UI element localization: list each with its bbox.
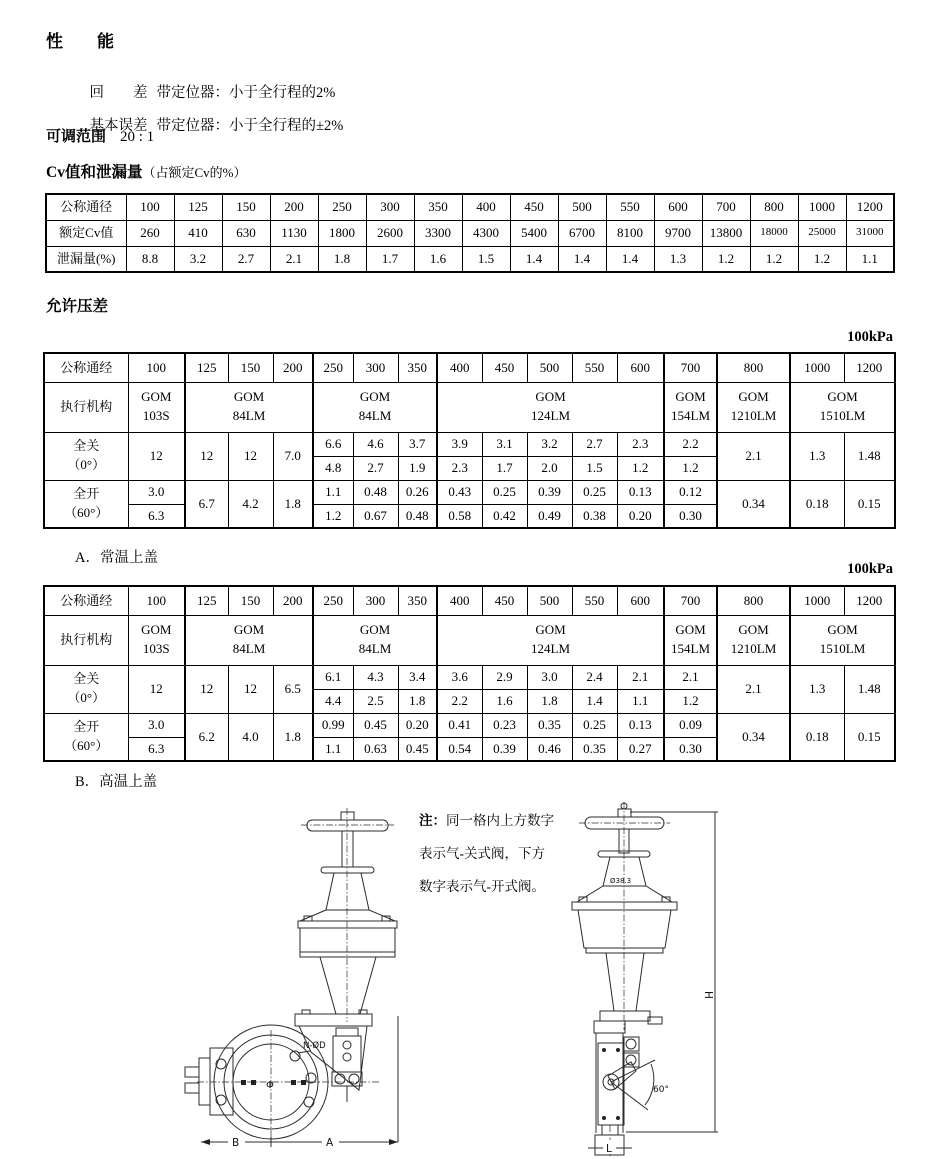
table-cell: 0.13 xyxy=(617,480,664,504)
table-cell: 0.45 xyxy=(398,737,437,761)
table-cell: 0.35 xyxy=(527,713,572,737)
adjustable-range-label: 可调范围 xyxy=(46,129,107,145)
table-cell: 7.0 xyxy=(273,432,313,480)
cv-data-row xyxy=(46,246,894,272)
table-cell: 260 xyxy=(126,220,174,246)
handwheel-nut xyxy=(341,812,354,820)
table-cell: 3.6 xyxy=(437,665,482,689)
pressure-table-high-temp-bonnet xyxy=(43,585,896,762)
diameter-cell: 100 xyxy=(126,194,174,220)
table-cell: 0.43 xyxy=(437,480,482,504)
bolt-hole xyxy=(306,1073,316,1083)
table-cell: 0.63 xyxy=(353,737,398,761)
table-cell: 1.4 xyxy=(572,689,617,713)
table-cell: 1.2 xyxy=(664,689,717,713)
table-cell: 0.20 xyxy=(617,504,664,528)
note-line: 注：同一格内上方数字 xyxy=(419,813,554,828)
row-label-cell: 执行机构 xyxy=(44,615,128,665)
diaphragm-flange xyxy=(298,921,397,928)
actuator-cell: GOM 154LM xyxy=(664,615,717,665)
row-label-cell: 全开 （60°） xyxy=(44,480,128,528)
table-cell: 6.6 xyxy=(313,432,353,456)
table-cell: 0.54 xyxy=(437,737,482,761)
handwheel xyxy=(307,820,388,831)
diameter-cell: 600 xyxy=(617,353,664,382)
table-cell: 0.09 xyxy=(664,713,717,737)
diameter-cell: 100 xyxy=(128,353,185,382)
table-cell: 410 xyxy=(174,220,222,246)
actuator-cell: GOM 84LM xyxy=(313,382,437,432)
table-cell: 1.7 xyxy=(366,246,414,272)
table-cell: 1.5 xyxy=(572,456,617,480)
diameter-cell: 700 xyxy=(664,353,717,382)
basic-error-term: 基本误差 xyxy=(89,118,148,134)
diameter-cell: 800 xyxy=(750,194,798,220)
table-cell: 18000 xyxy=(750,220,798,246)
row-label-cell: 全关 （0°） xyxy=(44,665,128,713)
table-cell: 12 xyxy=(185,432,228,480)
diameter-cell: 550 xyxy=(572,353,617,382)
table-cell: 1.4 xyxy=(606,246,654,272)
table-cell: 6.3 xyxy=(128,737,185,761)
actuator-row xyxy=(44,382,895,432)
valve-front-view-drawing xyxy=(183,790,413,1159)
table-cell: 1.8 xyxy=(273,480,313,528)
table-cell: 0.27 xyxy=(617,737,664,761)
table-cell: 6700 xyxy=(558,220,606,246)
diameter-cell: 800 xyxy=(717,353,790,382)
table-cell: 2.9 xyxy=(482,665,527,689)
yoke xyxy=(320,957,376,1014)
dim-l-label: L xyxy=(606,1143,612,1155)
table-cell: 12 xyxy=(228,432,273,480)
table-cell: 1.2 xyxy=(702,246,750,272)
open-row xyxy=(44,713,895,737)
table-cell: 6.1 xyxy=(313,665,353,689)
table-cell: 3.7 xyxy=(398,432,437,456)
table-cell: 1.4 xyxy=(510,246,558,272)
diameter-cell: 250 xyxy=(313,353,353,382)
table-cell: 1.9 xyxy=(398,456,437,480)
actuator-cell: GOM 84LM xyxy=(185,382,313,432)
table-cell: 2600 xyxy=(366,220,414,246)
table-cell: 630 xyxy=(222,220,270,246)
bracket xyxy=(594,1021,625,1033)
diameter-cell: 250 xyxy=(318,194,366,220)
table-cell: 4.0 xyxy=(228,713,273,761)
actuator-cell: GOM 1210LM xyxy=(717,615,790,665)
cap-diameter-label: Ø38.3 xyxy=(610,877,632,885)
table-cell: 12 xyxy=(185,665,228,713)
table-cell: 2.2 xyxy=(437,689,482,713)
table-cell: 1.8 xyxy=(398,689,437,713)
table-cell: 0.18 xyxy=(790,713,844,761)
table-cell: 1.6 xyxy=(414,246,462,272)
diameter-cell: 700 xyxy=(664,586,717,615)
note-line: 表示气-关式阀，下方 xyxy=(419,846,545,861)
row-label-cell: 公称通经 xyxy=(44,353,128,382)
table-cell: 3300 xyxy=(414,220,462,246)
actuator-cell: GOM 84LM xyxy=(185,615,313,665)
actuator-cell: GOM 1510LM xyxy=(790,615,895,665)
bolt-holes-label: N-ØD xyxy=(303,1041,326,1051)
actuator-cell: GOM 103S xyxy=(128,382,185,432)
actuator-cell: GOM 1510LM xyxy=(790,382,895,432)
table-cell: 1.8 xyxy=(273,713,313,761)
pressure-table-normal-bonnet xyxy=(43,352,896,529)
table-cell: 0.26 xyxy=(398,480,437,504)
closed-row xyxy=(44,665,895,689)
table-cell: 0.49 xyxy=(527,504,572,528)
table-cell: 12 xyxy=(128,665,185,713)
table-cell: 6.2 xyxy=(185,713,228,761)
table-cell: 1.2 xyxy=(664,456,717,480)
pressure-unit-label: 100kPa xyxy=(847,329,893,345)
actuator-cell: GOM 84LM xyxy=(313,615,437,665)
diameter-cell: 125 xyxy=(185,353,228,382)
yoke-flange xyxy=(600,1011,650,1021)
yoke xyxy=(606,953,644,1011)
table-cell: 0.39 xyxy=(482,737,527,761)
performance-heading: 性 能 xyxy=(46,32,114,51)
diaphragm-flange xyxy=(572,902,677,910)
diameter-cell: 100 xyxy=(128,586,185,615)
handwheel-nut xyxy=(618,809,631,817)
table-cell: 12 xyxy=(228,665,273,713)
table-cell: 2.7 xyxy=(572,432,617,456)
diameter-cell: 400 xyxy=(437,353,482,382)
table-cell: 1.48 xyxy=(844,432,895,480)
table-cell: 1.1 xyxy=(846,246,894,272)
diameter-cell: 500 xyxy=(558,194,606,220)
diameter-cell: 350 xyxy=(398,586,437,615)
cv-heading-text: Cv值和泄漏量 xyxy=(46,164,143,181)
row-label-cell: 额定Cv值 xyxy=(46,220,126,246)
diameter-cell: 550 xyxy=(572,586,617,615)
table-cell: 0.34 xyxy=(717,713,790,761)
table-cell: 1.2 xyxy=(750,246,798,272)
table-cell: 1800 xyxy=(318,220,366,246)
table-cell: 1.3 xyxy=(790,665,844,713)
diameter-cell: 1000 xyxy=(790,586,844,615)
table-cell: 6.7 xyxy=(185,480,228,528)
table-cell: 2.3 xyxy=(617,432,664,456)
diameter-cell: 700 xyxy=(702,194,750,220)
table-cell: 1.7 xyxy=(482,456,527,480)
table-cell: 1.8 xyxy=(318,246,366,272)
table-cell: 0.41 xyxy=(437,713,482,737)
table-cell: 0.15 xyxy=(844,480,895,528)
diameter-cell: 250 xyxy=(313,586,353,615)
table-cell: 3.1 xyxy=(482,432,527,456)
diameter-cell: 400 xyxy=(437,586,482,615)
table-cell: 1.1 xyxy=(313,480,353,504)
table-cell: 1.8 xyxy=(527,689,572,713)
diameter-cell: 300 xyxy=(366,194,414,220)
table-cell: 0.42 xyxy=(482,504,527,528)
diameter-cell: 200 xyxy=(270,194,318,220)
table-cell: 1.5 xyxy=(462,246,510,272)
table-cell: 1.4 xyxy=(558,246,606,272)
table-cell: 3.0 xyxy=(128,713,185,737)
table-cell: 6.5 xyxy=(273,665,313,713)
diameter-cell: 600 xyxy=(654,194,702,220)
small-handwheel xyxy=(321,867,374,873)
table-cell: 12 xyxy=(128,432,185,480)
diameter-row xyxy=(44,586,895,615)
table-cell: 2.7 xyxy=(353,456,398,480)
table-cell: 8100 xyxy=(606,220,654,246)
table-cell: 0.23 xyxy=(482,713,527,737)
table-cell: 2.2 xyxy=(664,432,717,456)
diameter-cell: 500 xyxy=(527,586,572,615)
diameter-cell: 150 xyxy=(228,353,273,382)
table-cell: 0.39 xyxy=(527,480,572,504)
diameter-cell: 450 xyxy=(482,353,527,382)
table-cell: 31000 xyxy=(846,220,894,246)
table-cell: 0.58 xyxy=(437,504,482,528)
diameter-cell: 300 xyxy=(353,586,398,615)
hysteresis-term: 回 差 xyxy=(89,85,148,101)
table-cell: 2.1 xyxy=(270,246,318,272)
table-cell: 1.48 xyxy=(844,665,895,713)
table-cell: 1.1 xyxy=(313,737,353,761)
adjustable-range-value: 20 : 1 xyxy=(120,129,155,145)
table-cell: 0.12 xyxy=(664,480,717,504)
table-cell: 9700 xyxy=(654,220,702,246)
row-label-cell: 泄漏量(%) xyxy=(46,246,126,272)
table-cell: 0.35 xyxy=(572,737,617,761)
diameter-cell: 450 xyxy=(482,586,527,615)
diameter-cell: 1000 xyxy=(798,194,846,220)
table-cell: 0.45 xyxy=(353,713,398,737)
table-cell: 3.9 xyxy=(437,432,482,456)
table-cell: 2.1 xyxy=(664,665,717,689)
actuator-cell: GOM 124LM xyxy=(437,615,664,665)
table-cell: 1.2 xyxy=(798,246,846,272)
table-cell: 0.99 xyxy=(313,713,353,737)
table-cell: 0.38 xyxy=(572,504,617,528)
diaphragm-housing xyxy=(300,928,395,952)
diameter-cell: 800 xyxy=(717,586,790,615)
table-cell: 0.25 xyxy=(482,480,527,504)
table-cell: 6.3 xyxy=(128,504,185,528)
table-cell: 0.15 xyxy=(844,713,895,761)
dim-h-label: H xyxy=(702,991,714,999)
table-cell: 3.0 xyxy=(128,480,185,504)
diameter-cell: 200 xyxy=(273,586,313,615)
cv-leakage-table xyxy=(45,193,895,273)
pressure-unit-label: 100kPa xyxy=(847,561,893,577)
table-cell: 8.8 xyxy=(126,246,174,272)
closed-row xyxy=(44,432,895,456)
table-cell: 4.2 xyxy=(228,480,273,528)
mounting-flange xyxy=(295,1014,372,1026)
table-cell: 0.34 xyxy=(717,480,790,528)
table-cell: 1.6 xyxy=(482,689,527,713)
diameter-cell: 1200 xyxy=(844,586,895,615)
table-a-caption: A．常温上盖 xyxy=(75,550,158,566)
diameter-cell: 150 xyxy=(228,586,273,615)
actuator-cell: GOM 154LM xyxy=(664,382,717,432)
table-cell: 3.4 xyxy=(398,665,437,689)
table-cell: 3.2 xyxy=(174,246,222,272)
diameter-cell: 350 xyxy=(414,194,462,220)
table-cell: 2.0 xyxy=(527,456,572,480)
table-cell: 1.2 xyxy=(313,504,353,528)
diaphragm-housing xyxy=(578,910,671,948)
table-cell: 2.5 xyxy=(353,689,398,713)
diameter-cell: 125 xyxy=(174,194,222,220)
table-cell: 0.48 xyxy=(353,480,398,504)
center-mark-label: Φ xyxy=(266,1080,274,1091)
diameter-cell: 550 xyxy=(606,194,654,220)
note-label: 注： xyxy=(419,813,446,828)
table-cell: 0.30 xyxy=(664,737,717,761)
table-cell: 0.30 xyxy=(664,504,717,528)
table-cell: 1.3 xyxy=(654,246,702,272)
row-label-cell: 全开 （60°） xyxy=(44,713,128,761)
table-cell: 5400 xyxy=(510,220,558,246)
row-label-cell: 全关 （0°） xyxy=(44,432,128,480)
table-b-caption: B．高温上盖 xyxy=(75,774,158,790)
dim-a-label: A xyxy=(326,1137,334,1149)
diameter-cell: 500 xyxy=(527,353,572,382)
cv-header-row xyxy=(46,194,894,220)
cv-heading-note: （占额定Cv的%） xyxy=(142,165,247,180)
table-cell: 4.3 xyxy=(353,665,398,689)
hysteresis-desc: 带定位器：小于全行程的2% xyxy=(156,85,336,101)
table-cell: 0.25 xyxy=(572,713,617,737)
stem xyxy=(342,831,353,867)
diameter-cell: 125 xyxy=(185,586,228,615)
diameter-cell: 200 xyxy=(273,353,313,382)
row-label-cell: 公称通经 xyxy=(44,586,128,615)
diameter-cell: 1200 xyxy=(844,353,895,382)
table-cell: 4.4 xyxy=(313,689,353,713)
table-cell: 0.18 xyxy=(790,480,844,528)
dim-b-label: B xyxy=(232,1137,240,1149)
open-angle-label: 60° xyxy=(653,1085,669,1095)
table-cell: 0.46 xyxy=(527,737,572,761)
adjustable-range-line xyxy=(46,125,154,146)
basic-error-desc: 带定位器：小于全行程的±2% xyxy=(156,118,344,134)
note-line: 数字表示气-开式阀。 xyxy=(419,879,545,894)
diameter-cell: 1200 xyxy=(846,194,894,220)
table-cell: 2.1 xyxy=(717,665,790,713)
bolt-hole xyxy=(304,1097,314,1107)
stem-cone xyxy=(326,873,369,910)
table-cell: 1130 xyxy=(270,220,318,246)
cv-data-row xyxy=(46,220,894,246)
diameter-cell: 600 xyxy=(617,586,664,615)
table-cell: 4.8 xyxy=(313,456,353,480)
table-cell: 4300 xyxy=(462,220,510,246)
row-label-cell: 执行机构 xyxy=(44,382,128,432)
cv-section-heading xyxy=(46,160,246,182)
table-cell: 1.1 xyxy=(617,689,664,713)
diameter-cell: 400 xyxy=(462,194,510,220)
diameter-cell: 350 xyxy=(398,353,437,382)
table-cell: 4.6 xyxy=(353,432,398,456)
diameter-cell: 300 xyxy=(353,353,398,382)
actuator-cell: GOM 1210LM xyxy=(717,382,790,432)
table-cell: 2.3 xyxy=(437,456,482,480)
table-cell: 2.7 xyxy=(222,246,270,272)
valve-side-view-drawing xyxy=(558,790,743,1159)
diameter-cell: 450 xyxy=(510,194,558,220)
table-cell: 0.13 xyxy=(617,713,664,737)
row-label-cell: 公称通径 xyxy=(46,194,126,220)
table-cell: 1.2 xyxy=(617,456,664,480)
pressure-section-heading: 允许压差 xyxy=(46,298,109,315)
diameter-row xyxy=(44,353,895,382)
table-cell: 3.2 xyxy=(527,432,572,456)
table-cell: 3.0 xyxy=(527,665,572,689)
open-row xyxy=(44,480,895,504)
actuator-cell: GOM 103S xyxy=(128,615,185,665)
table-cell: 13800 xyxy=(702,220,750,246)
actuator-cell: GOM 124LM xyxy=(437,382,664,432)
table-cell: 0.20 xyxy=(398,713,437,737)
table-cell: 0.25 xyxy=(572,480,617,504)
actuator-row xyxy=(44,615,895,665)
diameter-cell: 1000 xyxy=(790,353,844,382)
table-cell: 0.67 xyxy=(353,504,398,528)
table-cell: 25000 xyxy=(798,220,846,246)
diameter-cell: 150 xyxy=(222,194,270,220)
table-cell: 0.48 xyxy=(398,504,437,528)
table-cell: 2.1 xyxy=(717,432,790,480)
table-cell: 1.3 xyxy=(790,432,844,480)
table-cell: 2.1 xyxy=(617,665,664,689)
table-cell: 2.4 xyxy=(572,665,617,689)
